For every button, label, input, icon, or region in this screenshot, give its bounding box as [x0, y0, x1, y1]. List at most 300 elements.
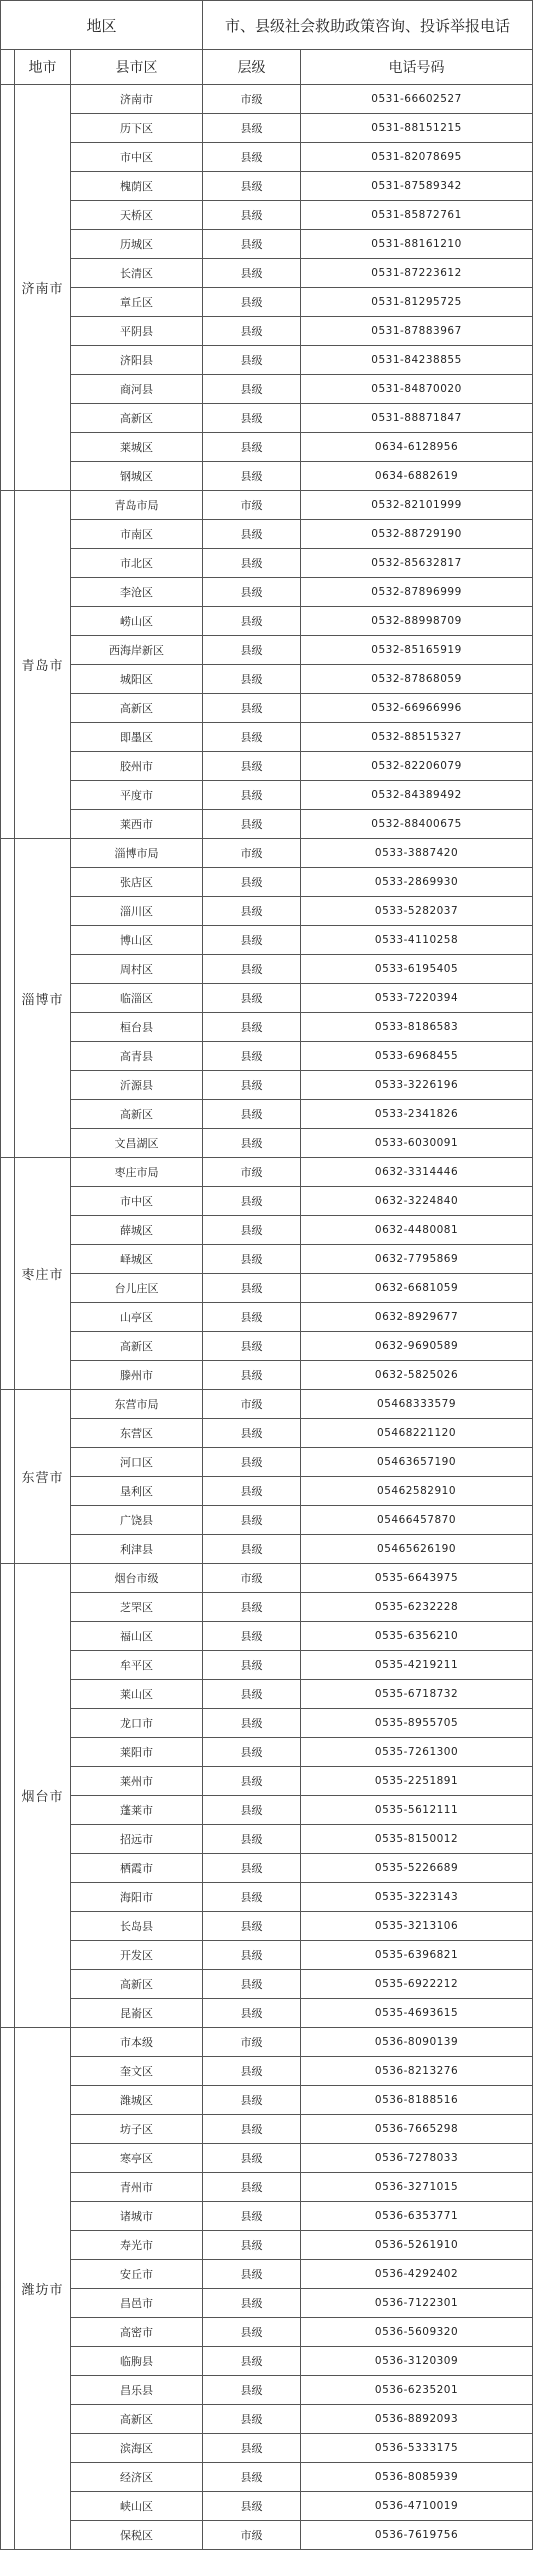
phone-cell: 0531-88161210 — [301, 230, 533, 259]
table-row — [1, 2057, 533, 2086]
table-row — [1, 1883, 533, 1912]
phone-cell: 0632-3224840 — [301, 1187, 533, 1216]
district-cell: 城阳区 — [71, 665, 203, 694]
level-cell: 县级 — [203, 578, 301, 607]
district-cell: 经济区 — [71, 2463, 203, 2492]
phone-cell: 0532-88998709 — [301, 607, 533, 636]
level-cell: 县级 — [203, 1361, 301, 1390]
level-cell: 市级 — [203, 2521, 301, 2550]
phone-cell: 0632-5825026 — [301, 1361, 533, 1390]
district-cell: 高新区 — [71, 404, 203, 433]
district-cell: 桓台县 — [71, 1013, 203, 1042]
table-row — [1, 1071, 533, 1100]
phone-cell: 0634-6882619 — [301, 462, 533, 491]
table-row — [1, 868, 533, 897]
table-row — [1, 1796, 533, 1825]
district-cell: 昆嵛区 — [71, 1999, 203, 2028]
phone-cell: 0531-88871847 — [301, 404, 533, 433]
table-row — [1, 2463, 533, 2492]
district-cell: 胶州市 — [71, 752, 203, 781]
level-cell: 县级 — [203, 288, 301, 317]
table-row — [1, 2347, 533, 2376]
table-row — [1, 2289, 533, 2318]
district-cell: 高新区 — [71, 1332, 203, 1361]
table-row — [1, 462, 533, 491]
phone-cell: 0532-66966996 — [301, 694, 533, 723]
level-cell: 县级 — [203, 1477, 301, 1506]
city-cell: 淄博市 — [15, 839, 71, 1158]
district-cell: 天桥区 — [71, 201, 203, 230]
district-cell: 平度市 — [71, 781, 203, 810]
table-row — [1, 1680, 533, 1709]
district-cell: 历下区 — [71, 114, 203, 143]
phone-cell: 0531-84870020 — [301, 375, 533, 404]
table-row — [1, 201, 533, 230]
district-cell: 青州市 — [71, 2173, 203, 2202]
level-cell: 县级 — [203, 1216, 301, 1245]
left-edge-cell — [1, 1158, 15, 1390]
phone-cell: 0536-8213276 — [301, 2057, 533, 2086]
district-cell: 济阳县 — [71, 346, 203, 375]
district-cell: 利津县 — [71, 1535, 203, 1564]
district-cell: 临朐县 — [71, 2347, 203, 2376]
level-cell: 县级 — [203, 752, 301, 781]
table-row — [1, 723, 533, 752]
level-cell: 县级 — [203, 2347, 301, 2376]
table-row — [1, 926, 533, 955]
district-cell: 薛城区 — [71, 1216, 203, 1245]
district-cell: 博山区 — [71, 926, 203, 955]
level-cell: 县级 — [203, 1332, 301, 1361]
district-cell: 即墨区 — [71, 723, 203, 752]
table-row — [1, 2086, 533, 2115]
level-cell: 县级 — [203, 955, 301, 984]
district-cell: 昌乐县 — [71, 2376, 203, 2405]
table-row — [1, 1999, 533, 2028]
level-cell: 县级 — [203, 114, 301, 143]
phone-cell: 0531-88151215 — [301, 114, 533, 143]
district-cell: 高密市 — [71, 2318, 203, 2347]
table-row — [1, 607, 533, 636]
phone-cell: 0536-5609320 — [301, 2318, 533, 2347]
table-row — [1, 288, 533, 317]
district-cell: 河口区 — [71, 1448, 203, 1477]
phone-cell: 0533-6030091 — [301, 1129, 533, 1158]
district-cell: 安丘市 — [71, 2260, 203, 2289]
phone-cell: 0535-6396821 — [301, 1941, 533, 1970]
table-row — [1, 1013, 533, 1042]
level-cell: 县级 — [203, 433, 301, 462]
phone-cell: 0533-3887420 — [301, 839, 533, 868]
table-row — [1, 752, 533, 781]
phone-cell: 0532-88400675 — [301, 810, 533, 839]
phone-cell: 0531-82078695 — [301, 143, 533, 172]
phone-cell: 0632-3314446 — [301, 1158, 533, 1187]
table-row — [1, 1477, 533, 1506]
table-row — [1, 1767, 533, 1796]
table-row — [1, 1854, 533, 1883]
table-row — [1, 433, 533, 462]
table-row — [1, 1419, 533, 1448]
table-row — [1, 2376, 533, 2405]
district-cell: 李沧区 — [71, 578, 203, 607]
level-cell: 县级 — [203, 2376, 301, 2405]
district-cell: 海阳市 — [71, 1883, 203, 1912]
level-cell: 县级 — [203, 317, 301, 346]
table-row — [1, 2173, 533, 2202]
level-cell: 市级 — [203, 85, 301, 114]
phone-cell: 0533-2869930 — [301, 868, 533, 897]
table-row — [1, 1042, 533, 1071]
left-edge-cell — [1, 2028, 15, 2550]
phone-cell: 05466457870 — [301, 1506, 533, 1535]
level-cell: 县级 — [203, 1419, 301, 1448]
table-row — [1, 1100, 533, 1129]
table-row — [1, 2492, 533, 2521]
table-row — [1, 1506, 533, 1535]
table-row — [1, 810, 533, 839]
phone-cell: 0632-8929677 — [301, 1303, 533, 1332]
level-cell: 市级 — [203, 1564, 301, 1593]
district-cell: 枣庄市局 — [71, 1158, 203, 1187]
city-cell: 潍坊市 — [15, 2028, 71, 2550]
city-cell: 烟台市 — [15, 1564, 71, 2028]
phone-cell: 0533-6968455 — [301, 1042, 533, 1071]
header-row-1 — [1, 1, 533, 50]
table-row — [1, 1332, 533, 1361]
level-cell: 县级 — [203, 781, 301, 810]
phone-cell: 0532-85165919 — [301, 636, 533, 665]
district-cell: 市中区 — [71, 143, 203, 172]
phone-cell: 0535-2251891 — [301, 1767, 533, 1796]
level-cell: 县级 — [203, 1912, 301, 1941]
phone-cell: 0535-3223143 — [301, 1883, 533, 1912]
table-row — [1, 143, 533, 172]
district-cell: 槐荫区 — [71, 172, 203, 201]
table-row — [1, 897, 533, 926]
level-cell: 县级 — [203, 636, 301, 665]
level-cell: 市级 — [203, 491, 301, 520]
district-cell: 高新区 — [71, 1970, 203, 1999]
table-row — [1, 955, 533, 984]
district-cell: 钢城区 — [71, 462, 203, 491]
district-cell: 昌邑市 — [71, 2289, 203, 2318]
phone-cell: 0532-88515327 — [301, 723, 533, 752]
district-cell: 高新区 — [71, 694, 203, 723]
district-cell: 滕州市 — [71, 1361, 203, 1390]
level-cell: 县级 — [203, 2057, 301, 2086]
table-row — [1, 781, 533, 810]
district-cell: 广饶县 — [71, 1506, 203, 1535]
level-cell: 县级 — [203, 607, 301, 636]
phone-cell: 0535-3213106 — [301, 1912, 533, 1941]
district-cell: 济南市 — [71, 85, 203, 114]
level-cell: 县级 — [203, 2115, 301, 2144]
table-row — [1, 1216, 533, 1245]
table-row — [1, 2144, 533, 2173]
district-cell: 山亭区 — [71, 1303, 203, 1332]
district-cell: 高新区 — [71, 1100, 203, 1129]
level-cell: 县级 — [203, 1042, 301, 1071]
level-cell: 县级 — [203, 2434, 301, 2463]
phone-cell: 0536-4292402 — [301, 2260, 533, 2289]
phone-cell: 05462582910 — [301, 1477, 533, 1506]
level-cell: 县级 — [203, 1187, 301, 1216]
level-cell: 县级 — [203, 404, 301, 433]
phone-cell: 0536-7619756 — [301, 2521, 533, 2550]
table-row — [1, 520, 533, 549]
district-cell: 台儿庄区 — [71, 1274, 203, 1303]
district-cell: 烟台市级 — [71, 1564, 203, 1593]
district-cell: 福山区 — [71, 1622, 203, 1651]
phone-cell: 0531-66602527 — [301, 85, 533, 114]
left-edge-cell — [1, 85, 15, 491]
district-cell: 滨海区 — [71, 2434, 203, 2463]
level-cell: 县级 — [203, 1448, 301, 1477]
level-cell: 县级 — [203, 1593, 301, 1622]
district-cell: 莱西市 — [71, 810, 203, 839]
left-edge-cell — [1, 839, 15, 1158]
district-cell: 奎文区 — [71, 2057, 203, 2086]
district-cell: 平阴县 — [71, 317, 203, 346]
phone-cell: 0533-5282037 — [301, 897, 533, 926]
level-cell: 县级 — [203, 1622, 301, 1651]
phone-cell: 0532-87868059 — [301, 665, 533, 694]
table-row — [1, 1129, 533, 1158]
level-cell: 县级 — [203, 462, 301, 491]
city-cell: 济南市 — [15, 85, 71, 491]
phone-cell: 0536-6353771 — [301, 2202, 533, 2231]
phone-cell: 0532-85632817 — [301, 549, 533, 578]
table-row — [1, 2260, 533, 2289]
district-cell: 坊子区 — [71, 2115, 203, 2144]
district-cell: 芝罘区 — [71, 1593, 203, 1622]
table-row — [1, 636, 533, 665]
district-cell: 沂源县 — [71, 1071, 203, 1100]
district-cell: 市中区 — [71, 1187, 203, 1216]
table-row — [1, 2028, 533, 2057]
district-cell: 淄博市局 — [71, 839, 203, 868]
table-row — [1, 2405, 533, 2434]
level-cell: 县级 — [203, 665, 301, 694]
phone-cell: 0533-4110258 — [301, 926, 533, 955]
district-cell: 文昌湖区 — [71, 1129, 203, 1158]
district-cell: 高青县 — [71, 1042, 203, 1071]
phone-cell: 0533-6195405 — [301, 955, 533, 984]
city-cell: 东营市 — [15, 1390, 71, 1564]
level-cell: 县级 — [203, 1767, 301, 1796]
left-edge-cell — [1, 1564, 15, 2028]
district-cell: 寒亭区 — [71, 2144, 203, 2173]
level-cell: 县级 — [203, 1129, 301, 1158]
level-cell: 县级 — [203, 1245, 301, 1274]
table-row — [1, 1593, 533, 1622]
city-header: 地市 — [15, 50, 71, 85]
level-cell: 县级 — [203, 172, 301, 201]
phone-cell: 0536-5261910 — [301, 2231, 533, 2260]
level-cell: 县级 — [203, 2318, 301, 2347]
table-row — [1, 1245, 533, 1274]
level-cell: 县级 — [203, 2086, 301, 2115]
table-row — [1, 1651, 533, 1680]
level-cell: 县级 — [203, 1071, 301, 1100]
phone-cell: 0532-88729190 — [301, 520, 533, 549]
city-cell: 枣庄市 — [15, 1158, 71, 1390]
level-cell: 县级 — [203, 1941, 301, 1970]
level-cell: 县级 — [203, 2260, 301, 2289]
phone-cell: 0536-6235201 — [301, 2376, 533, 2405]
level-cell: 县级 — [203, 723, 301, 752]
level-cell: 县级 — [203, 1709, 301, 1738]
phone-cell: 0533-2341826 — [301, 1100, 533, 1129]
phone-cell: 0634-6128956 — [301, 433, 533, 462]
level-cell: 县级 — [203, 1825, 301, 1854]
level-cell: 县级 — [203, 1535, 301, 1564]
level-header: 层级 — [203, 50, 301, 85]
district-cell: 莱阳市 — [71, 1738, 203, 1767]
edge-arrow-cell — [1, 50, 15, 85]
phone-cell: 0532-87896999 — [301, 578, 533, 607]
district-cell: 章丘区 — [71, 288, 203, 317]
table-row — [1, 230, 533, 259]
phone-cell: 0536-3271015 — [301, 2173, 533, 2202]
phone-cell: 0536-7665298 — [301, 2115, 533, 2144]
phone-cell: 0531-87223612 — [301, 259, 533, 288]
phone-cell: 0632-4480081 — [301, 1216, 533, 1245]
phone-cell: 0536-3120309 — [301, 2347, 533, 2376]
table-row — [1, 346, 533, 375]
table-row — [1, 1390, 533, 1419]
table-row — [1, 1622, 533, 1651]
district-cell: 高新区 — [71, 2405, 203, 2434]
level-cell: 县级 — [203, 1854, 301, 1883]
phone-cell: 0536-8188516 — [301, 2086, 533, 2115]
phone-cell: 0535-6718732 — [301, 1680, 533, 1709]
table-row — [1, 2202, 533, 2231]
district-cell: 市北区 — [71, 549, 203, 578]
district-cell: 莱州市 — [71, 1767, 203, 1796]
level-cell: 县级 — [203, 1883, 301, 1912]
level-cell: 县级 — [203, 1738, 301, 1767]
phone-cell: 0535-5612111 — [301, 1796, 533, 1825]
phone-cell: 0535-8955705 — [301, 1709, 533, 1738]
phone-cell: 0532-84389492 — [301, 781, 533, 810]
district-cell: 龙口市 — [71, 1709, 203, 1738]
district-header: 县市区 — [71, 50, 203, 85]
district-cell: 莱山区 — [71, 1680, 203, 1709]
district-cell: 市本级 — [71, 2028, 203, 2057]
table-row — [1, 1274, 533, 1303]
level-cell: 县级 — [203, 694, 301, 723]
level-cell: 县级 — [203, 1100, 301, 1129]
table-row — [1, 2318, 533, 2347]
district-cell: 寿光市 — [71, 2231, 203, 2260]
phone-cell: 0632-7795869 — [301, 1245, 533, 1274]
phone-cell: 0632-9690589 — [301, 1332, 533, 1361]
table-row — [1, 1941, 533, 1970]
district-cell: 西海岸新区 — [71, 636, 203, 665]
table-row — [1, 549, 533, 578]
district-cell: 招远市 — [71, 1825, 203, 1854]
phone-cell: 0535-5226689 — [301, 1854, 533, 1883]
phone-cell: 0535-6356210 — [301, 1622, 533, 1651]
district-cell: 东营市局 — [71, 1390, 203, 1419]
district-cell: 峡山区 — [71, 2492, 203, 2521]
phone-cell: 0533-7220394 — [301, 984, 533, 1013]
phone-cell: 05465626190 — [301, 1535, 533, 1564]
table-row — [1, 1564, 533, 1593]
level-cell: 县级 — [203, 2463, 301, 2492]
district-cell: 周村区 — [71, 955, 203, 984]
district-cell: 保税区 — [71, 2521, 203, 2550]
phone-cell: 0536-5333175 — [301, 2434, 533, 2463]
level-cell: 县级 — [203, 346, 301, 375]
district-cell: 长岛县 — [71, 1912, 203, 1941]
level-cell: 市级 — [203, 1390, 301, 1419]
phone-header: 电话号码 — [301, 50, 533, 85]
phone-cell: 05468333579 — [301, 1390, 533, 1419]
level-cell: 县级 — [203, 1680, 301, 1709]
table-row — [1, 491, 533, 520]
level-cell: 县级 — [203, 1013, 301, 1042]
district-cell: 商河县 — [71, 375, 203, 404]
district-cell: 长清区 — [71, 259, 203, 288]
level-cell: 县级 — [203, 1651, 301, 1680]
table-row — [1, 317, 533, 346]
level-cell: 县级 — [203, 2173, 301, 2202]
level-cell: 县级 — [203, 897, 301, 926]
phone-cell: 0533-3226196 — [301, 1071, 533, 1100]
district-cell: 牟平区 — [71, 1651, 203, 1680]
level-cell: 县级 — [203, 549, 301, 578]
phone-cell: 0536-8892093 — [301, 2405, 533, 2434]
region-header: 地区 — [1, 1, 203, 50]
table-row — [1, 1709, 533, 1738]
table-row — [1, 172, 533, 201]
phone-cell: 0531-87883967 — [301, 317, 533, 346]
district-cell: 诸城市 — [71, 2202, 203, 2231]
phone-cell: 0536-7278033 — [301, 2144, 533, 2173]
phone-cell: 0536-7122301 — [301, 2289, 533, 2318]
phone-cell: 0536-4710019 — [301, 2492, 533, 2521]
table-row — [1, 694, 533, 723]
district-cell: 峄城区 — [71, 1245, 203, 1274]
phone-cell: 0536-8085939 — [301, 2463, 533, 2492]
table-row — [1, 1158, 533, 1187]
table-row — [1, 984, 533, 1013]
level-cell: 市级 — [203, 839, 301, 868]
table-row — [1, 578, 533, 607]
phone-cell: 0532-82206079 — [301, 752, 533, 781]
level-cell: 县级 — [203, 2405, 301, 2434]
table-row — [1, 1825, 533, 1854]
table-row — [1, 1187, 533, 1216]
level-cell: 县级 — [203, 2289, 301, 2318]
table-row — [1, 1535, 533, 1564]
level-cell: 市级 — [203, 2028, 301, 2057]
table-row — [1, 1738, 533, 1767]
district-cell: 崂山区 — [71, 607, 203, 636]
level-cell: 县级 — [203, 1970, 301, 1999]
district-cell: 张店区 — [71, 868, 203, 897]
table-row — [1, 2115, 533, 2144]
table-row — [1, 404, 533, 433]
table-row — [1, 2231, 533, 2260]
district-cell: 青岛市局 — [71, 491, 203, 520]
level-cell: 县级 — [203, 1274, 301, 1303]
level-cell: 县级 — [203, 868, 301, 897]
district-cell: 垦利区 — [71, 1477, 203, 1506]
